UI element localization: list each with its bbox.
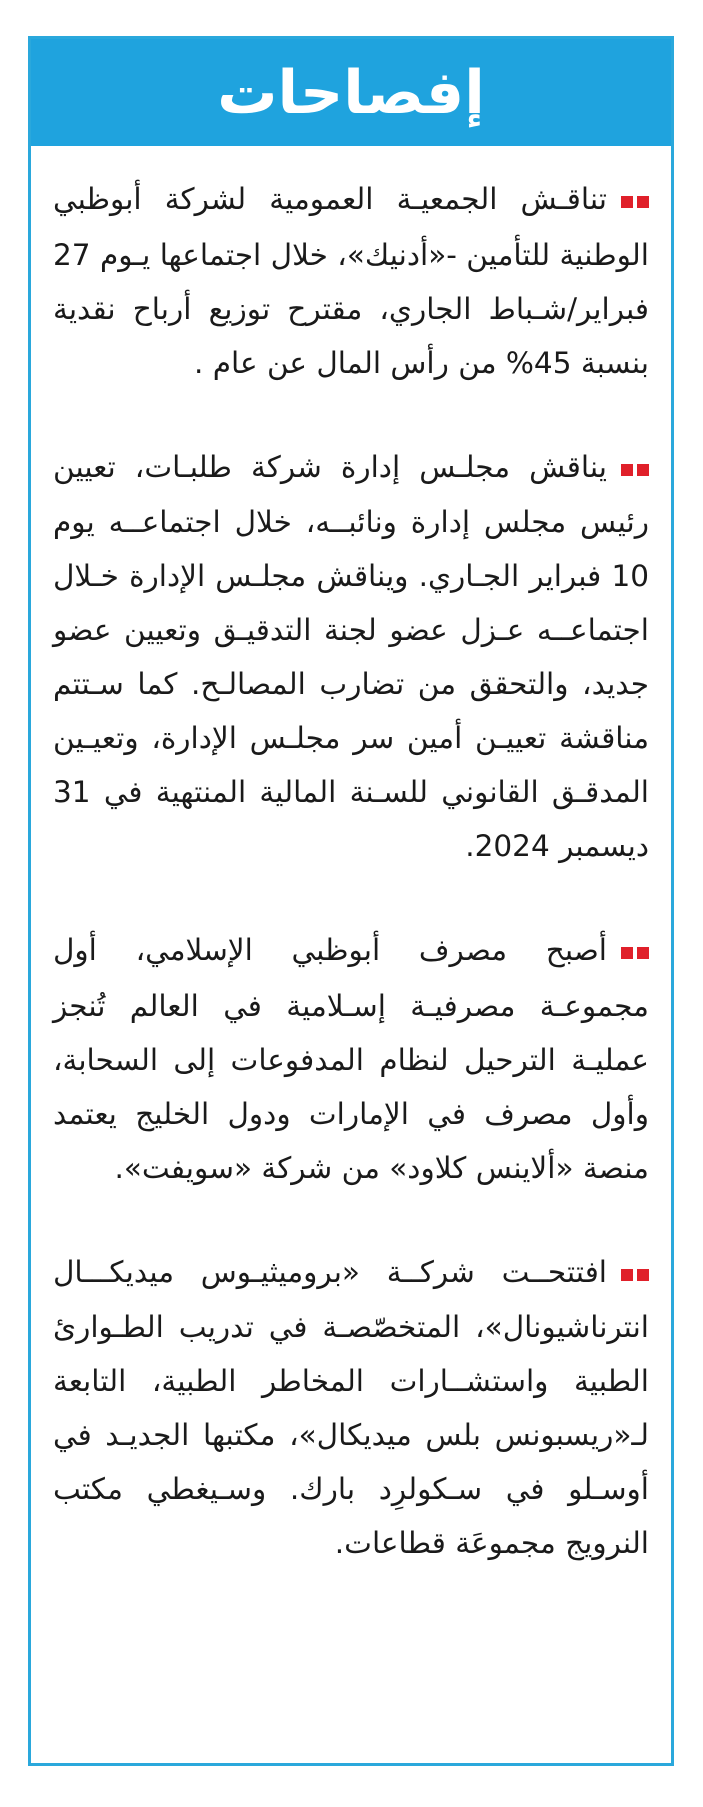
news-item-2: [53, 440, 649, 874]
header-bar: [31, 39, 671, 146]
news-item-1: [53, 172, 649, 390]
bullet-icon: [617, 1246, 649, 1300]
news-list: [31, 146, 671, 1570]
bullet-icon: [617, 441, 649, 495]
bullet-icon: [617, 925, 649, 979]
news-item-3: [53, 923, 649, 1195]
news-item-text: يناقش مجلـس إدارة شركة طلبـات، تعيين رئيس مجلس إدارة ونائبــه، خلال اجتماعــه يوم 10 فبراير الجـاري. ويناقش مجلـس الإدارة خـلال اجتماعــه عـزل عضو لجنة التدقيـق وتعيين عضو جديد، والتحقق من تضارب المصالـح. كما سـتتم مناقشة تعييـن أمين سر مجلـس الإدارة، وتعيـين المدقـق القانوني للسـنة المالية المنتهية في 31 ديسمبر 2024.: [53, 449, 649, 863]
news-item-text: افتتحــت شركــة «بروميثيـوس ميديكـــال انترناشيونال»، المتخصّصـة في تدريب الطـوارئ الطبية واستشــارات المخاطر الطبية، التابعة لـ«ريسبونس بلس ميديكال»، مكتبها الجديـد في أوسـلو في سـكولرِد بارك. وسـيغطي مكتب النرويج مجموعَة قطاعات.: [53, 1254, 649, 1560]
disclosures-panel: [28, 36, 674, 1766]
news-item-4: [53, 1245, 649, 1571]
news-item-text: تناقـش الجمعيـة العمومية لشركة أبوظبي الوطنية للتأمين -«أدنيك»، خلال اجتماعها يـوم 27 فبراير/شـباط الجاري، مقترح توزيع أرباح نقدية بنسبة 45% من رأس المال عن عام .: [53, 182, 649, 380]
bullet-icon: [617, 174, 649, 228]
page-title: إفصاحات: [217, 57, 485, 128]
news-item-text: أصبح مصرف أبوظبي الإسلامي، أول مجموعـة مصرفيـة إسـلامية في العالم تُنجز عمليـة الترحيل لنظام المدفوعات إلى السحابة، وأول مصرف في الإمارات ودول الخليج يعتمد منصة «ألاينس كلاود» من شركة «سويفت».: [53, 933, 649, 1185]
